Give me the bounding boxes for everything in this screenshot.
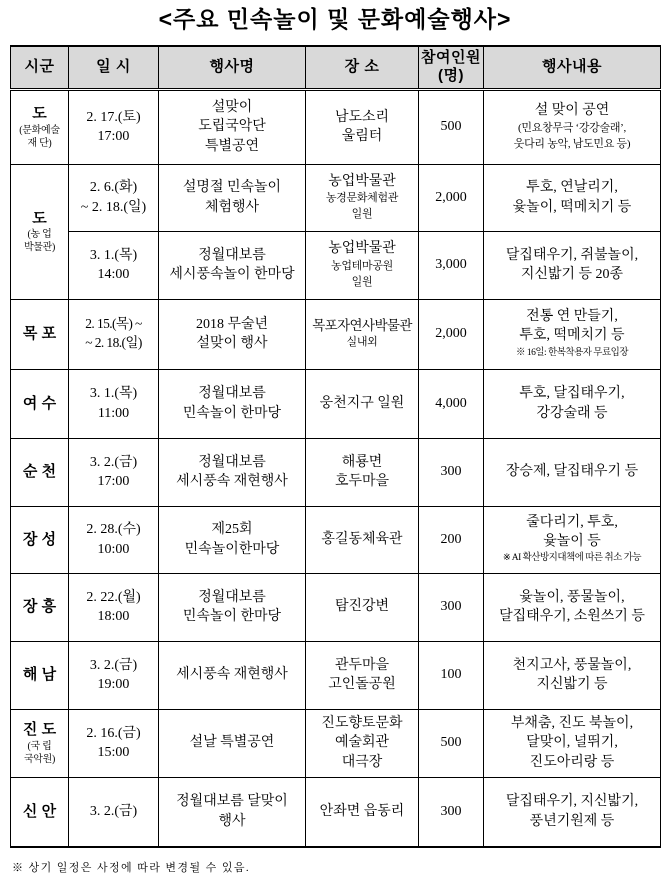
event-cell xyxy=(159,299,306,369)
region-cell xyxy=(11,299,69,369)
date-text: 2. 22.(월) 18:00 xyxy=(86,589,141,624)
region-cell xyxy=(11,777,69,847)
venue-cell xyxy=(306,777,419,847)
content-cell xyxy=(484,777,661,847)
event-text: 설명절 민속놀이 체험행사 xyxy=(182,180,282,215)
event-cell xyxy=(159,641,306,709)
date-cell xyxy=(69,777,159,847)
date-text: 2. 16.(금) 15:00 xyxy=(86,725,141,760)
content-text: 달집태우기, 쥐불놀이, 지신밟기 등 20종 xyxy=(505,247,639,282)
attendance-value: 500 xyxy=(440,735,462,750)
attendance-cell xyxy=(419,573,484,641)
attendance-cell xyxy=(419,709,484,777)
date-text: 3. 1.(목) 11:00 xyxy=(89,386,138,421)
attendance-value: 500 xyxy=(440,119,462,134)
event-cell xyxy=(159,777,306,847)
header-region: 시군 xyxy=(11,46,69,89)
attendance-cell xyxy=(419,506,484,573)
venue-cell xyxy=(306,89,419,164)
content-cell xyxy=(484,89,661,164)
date-cell xyxy=(69,573,159,641)
venue-text: 탐진강변 xyxy=(334,599,390,615)
venue-text: 웅천지구 일원 xyxy=(319,395,405,411)
events-table xyxy=(10,45,661,848)
attendance-value: 2,000 xyxy=(435,189,467,205)
header-attendance: 참여인원 (명) xyxy=(419,46,484,89)
attendance-cell xyxy=(419,777,484,847)
venue-cell xyxy=(306,573,419,641)
content-text: 장승제, 달집태우기 등 xyxy=(505,464,639,480)
attendance-value: 4,000 xyxy=(435,395,467,411)
table-row xyxy=(11,231,661,299)
venue-cell xyxy=(306,231,419,299)
date-cell xyxy=(69,164,159,231)
region-cell xyxy=(11,506,69,573)
region-cell xyxy=(11,369,69,438)
content-cell xyxy=(484,231,661,299)
attendance-value: 300 xyxy=(440,599,462,614)
venue-sub: 농경문화체험관 일원 xyxy=(325,192,399,221)
attendance-value: 300 xyxy=(440,464,462,479)
content-note: ※ AI 확산방지대책에 따른 취소 가능 xyxy=(502,553,642,564)
date-text: 2. 15.(목) ~ ~ 2. 18.(일) xyxy=(85,316,142,350)
region-cell xyxy=(11,89,69,164)
date-cell xyxy=(69,438,159,506)
date-cell xyxy=(69,641,159,709)
venue-text: 관두마을 고인돌공원 xyxy=(328,657,396,692)
venue-cell xyxy=(306,164,419,231)
attendance-cell xyxy=(419,299,484,369)
event-cell xyxy=(159,231,306,299)
date-text: 2. 28.(수) 10:00 xyxy=(86,522,141,557)
event-text: 정월대보름 민속놀이 한마당 xyxy=(182,589,282,624)
document-title: <주요 민속놀이 및 문화예술행사> xyxy=(158,6,512,32)
event-text: 정월대보름 세시풍속놀이 한마당 xyxy=(169,247,295,282)
table-row xyxy=(11,89,661,164)
region-cell xyxy=(11,164,69,299)
date-text: 2. 6.(화) ~ 2. 18.(일) xyxy=(80,180,147,215)
event-text: 정월대보름 민속놀이 한마당 xyxy=(182,386,282,421)
footnote: ※ 상기 일정은 사정에 따라 변경될 수 있음. xyxy=(12,862,251,874)
venue-cell xyxy=(306,506,419,573)
venue-text: 농업박물관 xyxy=(328,173,396,189)
venue-text: 목포자연사박물관 xyxy=(312,317,412,333)
region-name: 여 수 xyxy=(22,394,57,412)
venue-text: 남도소리 울림터 xyxy=(334,109,390,144)
content-cell xyxy=(484,164,661,231)
attendance-cell xyxy=(419,641,484,709)
date-text: 3. 2.(금) 19:00 xyxy=(89,657,138,692)
attendance-cell xyxy=(419,231,484,299)
attendance-cell xyxy=(419,164,484,231)
date-cell xyxy=(69,299,159,369)
event-text: 세시풍속 재현행사 xyxy=(176,667,288,683)
attendance-cell xyxy=(419,369,484,438)
content-text: 천지고사, 풍물놀이, 지신밟기 등 xyxy=(512,657,632,692)
header-venue: 장 소 xyxy=(306,46,419,89)
region-name: 목 포 xyxy=(22,325,57,343)
content-cell xyxy=(484,299,661,369)
content-text: 투호, 연날리기, 윷놀이, 떡메치기 등 xyxy=(512,180,632,215)
table-row xyxy=(11,777,661,847)
date-cell xyxy=(69,369,159,438)
content-text: 달집태우기, 지신밟기, 풍년기원제 등 xyxy=(505,794,639,829)
attendance-value: 3,000 xyxy=(435,257,467,272)
content-text: 전통 연 만들기, 투호, 떡메치기 등 xyxy=(519,309,625,344)
event-cell xyxy=(159,369,306,438)
venue-cell xyxy=(306,709,419,777)
table-row xyxy=(11,299,661,369)
content-cell xyxy=(484,369,661,438)
content-cell xyxy=(484,573,661,641)
content-cell xyxy=(484,438,661,506)
venue-text: 안좌면 읍동리 xyxy=(319,804,405,820)
date-text: 3. 2.(금) 17:00 xyxy=(89,454,138,489)
header-content: 행사내용 xyxy=(484,46,661,89)
content-text: 줄다리기, 투호, 윷놀이 등 xyxy=(526,514,618,549)
venue-cell xyxy=(306,641,419,709)
content-text: 투호, 달집태우기, 강강술래 등 xyxy=(519,386,625,421)
region-cell xyxy=(11,438,69,506)
region-cell xyxy=(11,573,69,641)
region-name: 장 성 xyxy=(22,530,57,548)
venue-sub: 농업테마공원 일원 xyxy=(331,259,393,288)
venue-cell xyxy=(306,299,419,369)
table-row xyxy=(11,438,661,506)
date-cell xyxy=(69,506,159,573)
event-text: 2018 무술년 설맞이 행사 xyxy=(195,316,269,351)
region-name: 해 남 xyxy=(22,666,57,684)
event-cell xyxy=(159,89,306,164)
region-sub: (농 업 박물관) xyxy=(23,229,56,254)
venue-cell xyxy=(306,438,419,506)
content-sub: (민요창무극 ‘강강술래’, 웃다리 농악, 남도민요 등) xyxy=(513,121,631,150)
region-sub: (국 립 국악원) xyxy=(23,740,56,765)
region-name: 도 xyxy=(32,105,47,123)
attendance-cell xyxy=(419,89,484,164)
event-text: 제25회 민속놀이한마당 xyxy=(184,522,280,557)
attendance-value: 2,000 xyxy=(435,326,467,341)
date-text: 3. 2.(금) xyxy=(89,804,138,820)
attendance-cell xyxy=(419,438,484,506)
event-cell xyxy=(159,573,306,641)
content-text: 부채춤, 진도 북놀이, 달맞이, 널뛰기, 진도아리랑 등 xyxy=(510,716,634,770)
content-text: 윷놀이, 풍물놀이, 달집태우기, 소원쓰기 등 xyxy=(499,589,645,624)
region-name: 신 안 xyxy=(22,803,57,820)
content-note: ※ 16일: 한복착용자 무료입장 xyxy=(515,347,629,358)
venue-sub: 실내외 xyxy=(346,336,378,349)
table-row xyxy=(11,506,661,573)
event-cell xyxy=(159,506,306,573)
event-text: 설맞이 도립국악단 특별공연 xyxy=(198,100,266,154)
date-text: 3. 1.(목) 14:00 xyxy=(89,247,138,282)
content-cell xyxy=(484,506,661,573)
venue-text: 홍길동체육관 xyxy=(321,531,403,547)
venue-cell xyxy=(306,369,419,438)
content-text: 설 맞이 공연 xyxy=(534,103,610,119)
region-sub: (문화예술 재 단) xyxy=(19,124,60,149)
date-cell xyxy=(69,89,159,164)
table-row xyxy=(11,369,661,438)
table-row xyxy=(11,709,661,777)
date-text: 2. 17.(토) 17:00 xyxy=(86,109,141,144)
content-cell xyxy=(484,709,661,777)
region-name: 순 천 xyxy=(22,463,57,481)
attendance-value: 300 xyxy=(440,803,462,819)
event-cell xyxy=(159,709,306,777)
content-cell xyxy=(484,641,661,709)
table-row xyxy=(11,573,661,641)
region-cell xyxy=(11,641,69,709)
attendance-value: 100 xyxy=(440,667,462,682)
region-name: 도 xyxy=(32,209,47,227)
region-name: 장 흥 xyxy=(22,598,57,616)
event-cell xyxy=(159,164,306,231)
event-cell xyxy=(159,438,306,506)
venue-text: 농업박물관 xyxy=(328,241,396,257)
region-cell xyxy=(11,709,69,777)
header-event: 행사명 xyxy=(159,46,306,89)
event-text: 설날 특별공연 xyxy=(189,735,275,751)
region-name: 진 도 xyxy=(22,721,57,739)
date-cell xyxy=(69,231,159,299)
table-row xyxy=(11,164,661,231)
header-date: 일 시 xyxy=(69,46,159,89)
table-header-row xyxy=(11,46,661,89)
table-row xyxy=(11,641,661,709)
venue-text: 해룡면 호두마을 xyxy=(334,454,390,489)
event-text: 정월대보름 세시풍속 재현행사 xyxy=(176,454,288,489)
venue-text: 진도향토문화 예술회관 대극장 xyxy=(321,716,403,770)
attendance-value: 200 xyxy=(440,531,462,547)
event-text: 정월대보름 달맞이 행사 xyxy=(176,794,288,829)
date-cell xyxy=(69,709,159,777)
